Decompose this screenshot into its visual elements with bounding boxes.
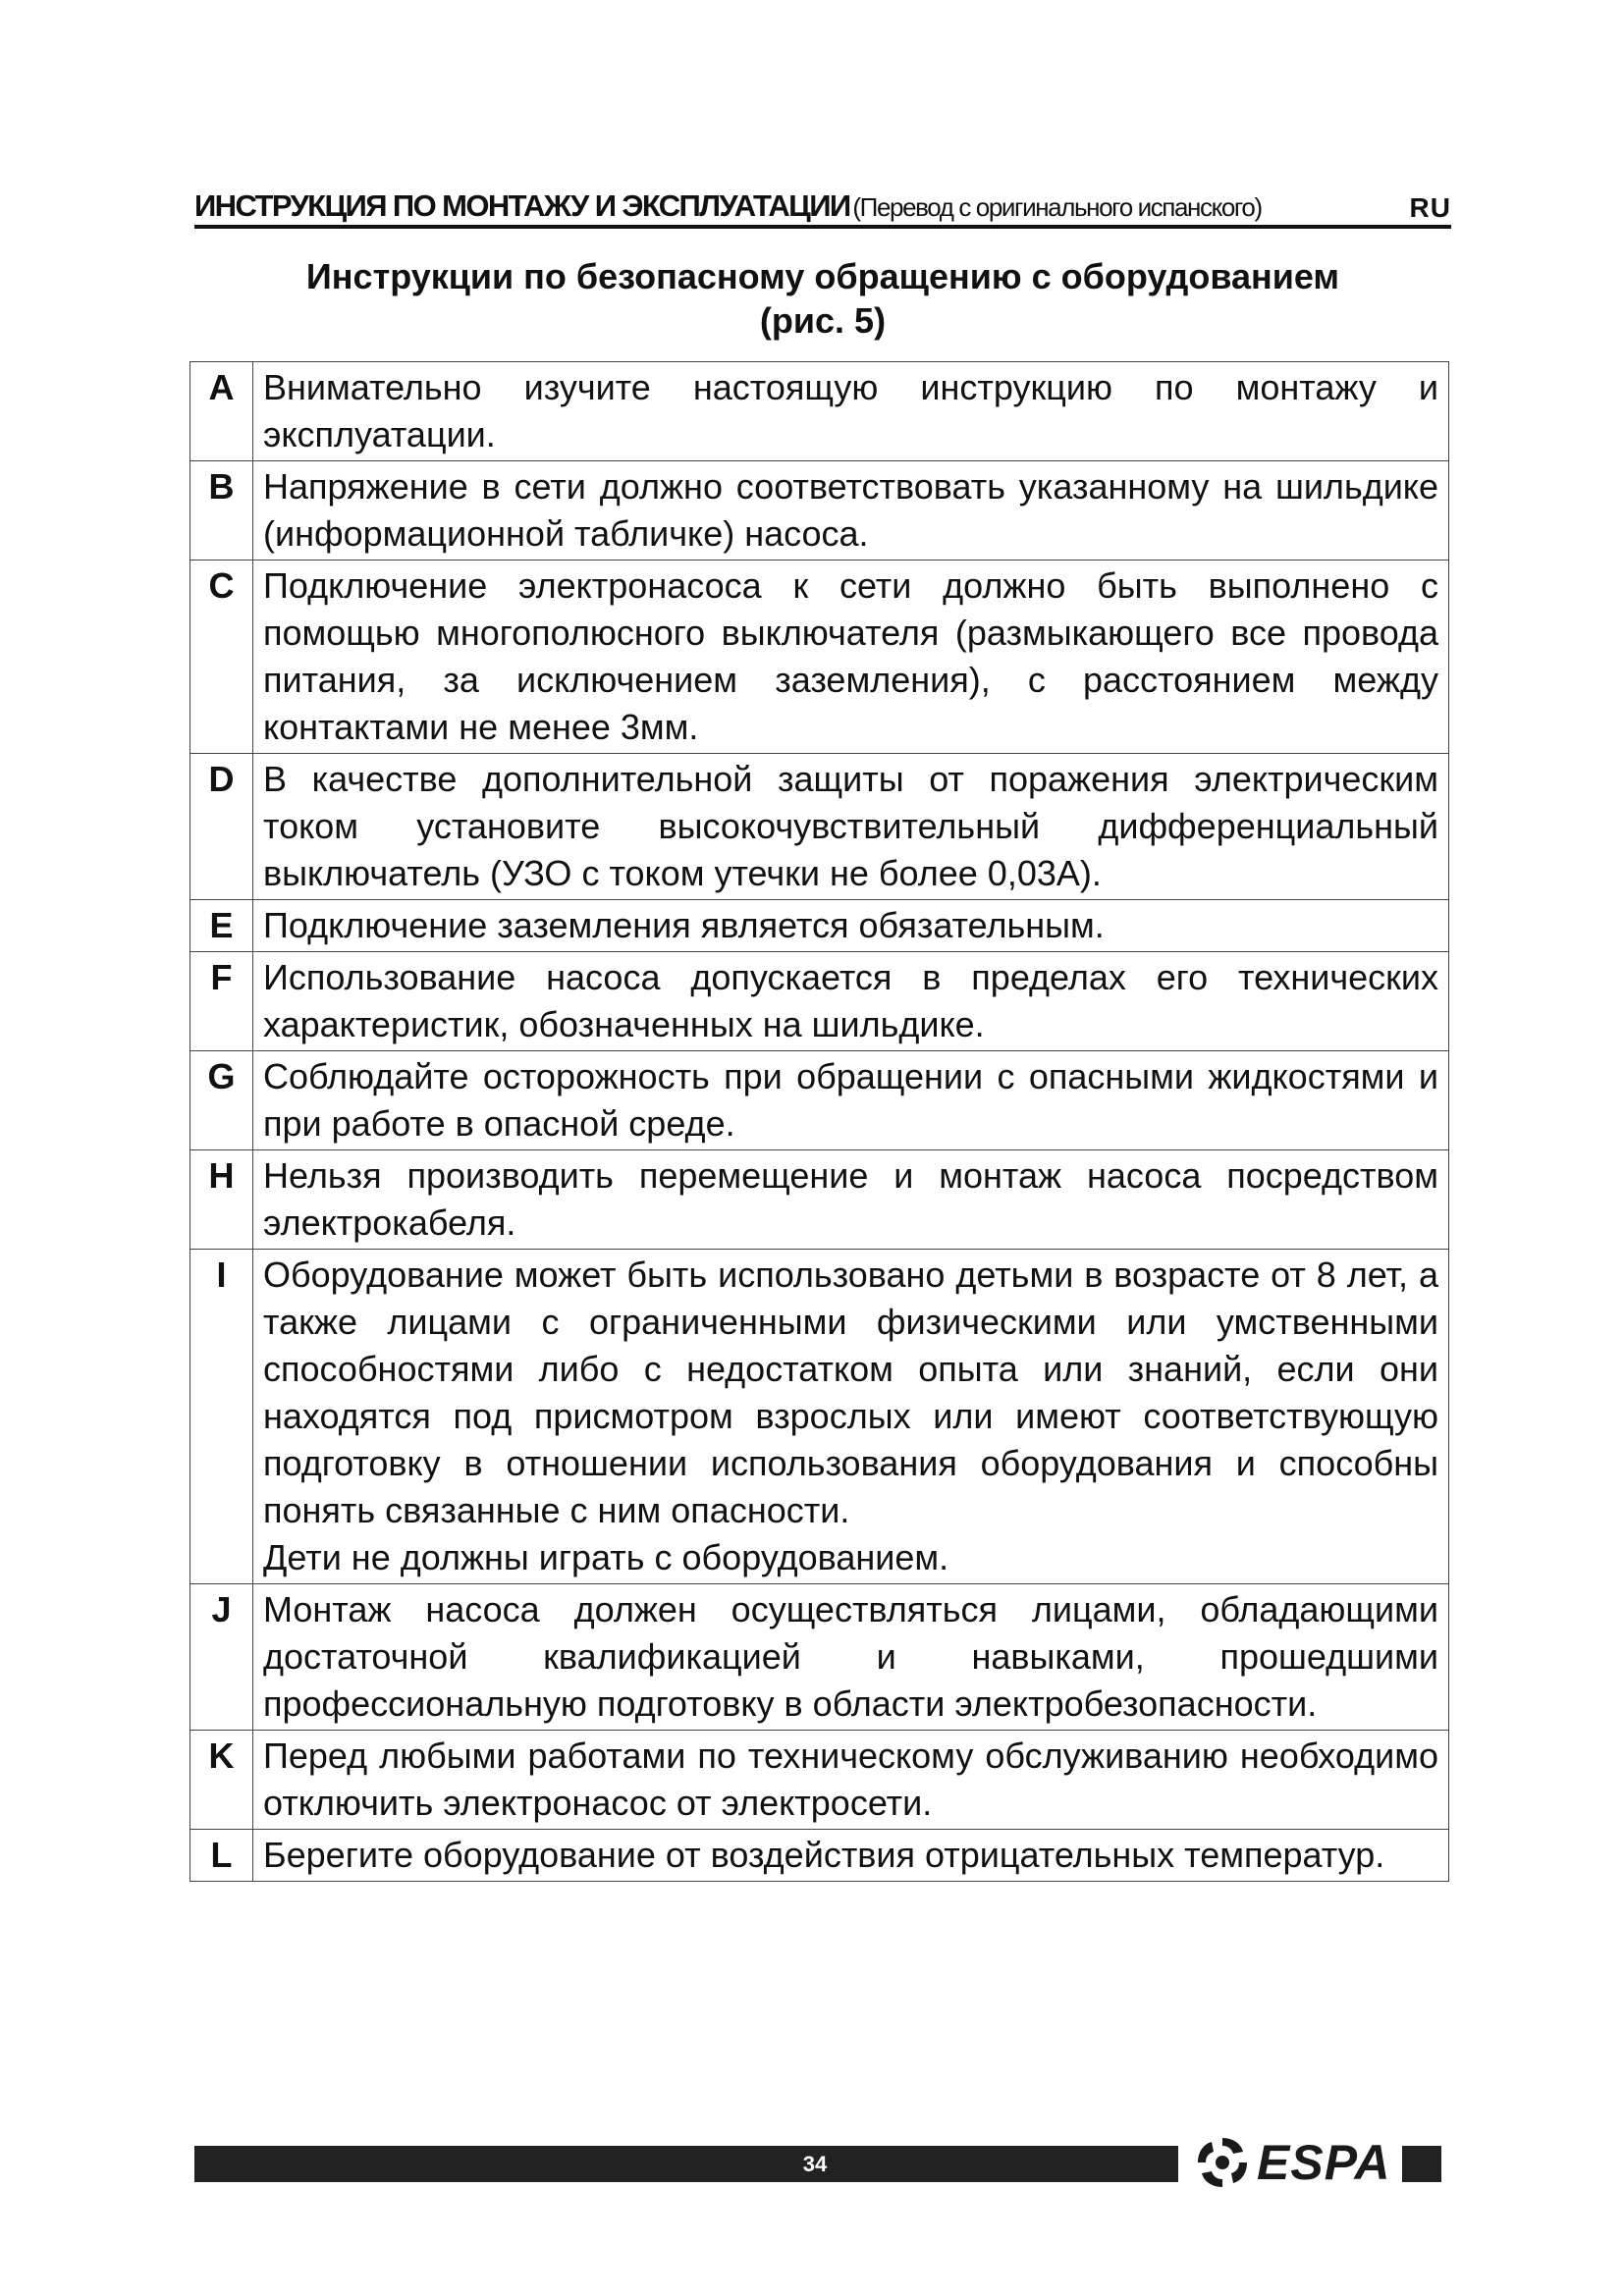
row-letter: A [190,362,253,461]
table-row [190,561,1449,754]
table-row [190,1250,1449,1584]
row-letter: G [190,1051,253,1150]
row-text: Использование насоса допускается в пределах его технических характеристик, обозначенных на шильдике. [253,952,1449,1051]
table-row [190,461,1449,561]
row-letter: H [190,1150,253,1250]
row-text: Напряжение в сети должно соответствовать указанному на шильдике (информационной табличке) насоса. [253,461,1449,561]
row-text: Нельзя производить перемещение и монтаж насоса посредством электрокабеля. [253,1150,1449,1250]
row-letter: K [190,1731,253,1830]
language-code: RU [1409,192,1451,223]
header-subtitle: (Перевод с оригинального испанского) [852,192,1262,222]
section-title [194,254,1451,343]
row-text: Внимательно изучите настоящую инструкцию по монтажу и эксплуатации. [253,362,1449,461]
header-rule [194,225,1451,229]
row-text: Подключение электронасоса к сети должно быть выполнено с помощью многополюсного выключателя (размыкающего все провода питания, за исключением заземления), с расстоянием между контактами не менее 3мм. [253,561,1449,754]
table-row [190,900,1449,952]
brand-name: ESPA [1257,2135,1391,2190]
row-text: В качестве дополнительной защиты от поражения электрическим током установите высокочувствительный дифференциальный выключатель (УЗО с током утечки не более 0,03А). [253,754,1449,900]
espa-logo [1190,2128,1390,2197]
row-letter: E [190,900,253,952]
table-row [190,1150,1449,1250]
page-number: 34 [802,2152,828,2176]
table-row [190,362,1449,461]
row-text: Оборудование может быть использовано детьми в возрасте от 8 лет, а также лицами с ограниченными физическими или умственными способностями либо с недостатком опыта или знаний, если они находятся под присмотром взрослых или имеют соответствующую подготовку в отношении использования оборудования и способны понять связанные с ним опасности. [263,1255,1438,1530]
row-letter: L [190,1830,253,1882]
row-text: Подключение заземления является обязательным. [253,900,1449,952]
header-title: ИНСТРУКЦИЯ ПО МОНТАЖУ И ЭКСПЛУАТАЦИИ [194,188,850,223]
row-letter: I [190,1250,253,1584]
row-letter: D [190,754,253,900]
section-title-line-2: (рис. 5) [759,300,887,341]
row-letter: F [190,952,253,1051]
section-title-line-1: Инструкции по безопасному обращению с оборудованием [305,256,1340,296]
row-text: Берегите оборудование от воздействия отрицательных температур. [253,1830,1449,1882]
row-letter: J [190,1584,253,1731]
table-row [190,1731,1449,1830]
espa-swirl-icon [1190,2130,1255,2195]
footer-block [1402,2146,1441,2182]
safety-instructions-table [189,361,1449,1882]
row-letter: B [190,461,253,561]
table-row [190,1830,1449,1882]
table-row [190,1051,1449,1150]
row-text-extra: Дети не должны играть с оборудованием. [263,1537,949,1577]
row-text: Монтаж насоса должен осуществляться лицами, обладающими достаточной квалификацией и навыками, прошедшими профессиональную подготовку в области электробезопасности. [253,1584,1449,1731]
row-text: Соблюдайте осторожность при обращении с опасными жидкостями и при работе в опасной среде. [253,1051,1449,1150]
table-row [190,952,1449,1051]
header-title-group [194,188,1262,224]
footer-bar [194,2146,1178,2182]
table-row [190,1584,1449,1731]
row-text-multi [253,1250,1449,1584]
row-letter: C [190,561,253,754]
table-row [190,754,1449,900]
row-text: Перед любыми работами по техническому обслуживанию необходимо отключить электронасос от электросети. [253,1731,1449,1830]
page-header [194,185,1451,224]
